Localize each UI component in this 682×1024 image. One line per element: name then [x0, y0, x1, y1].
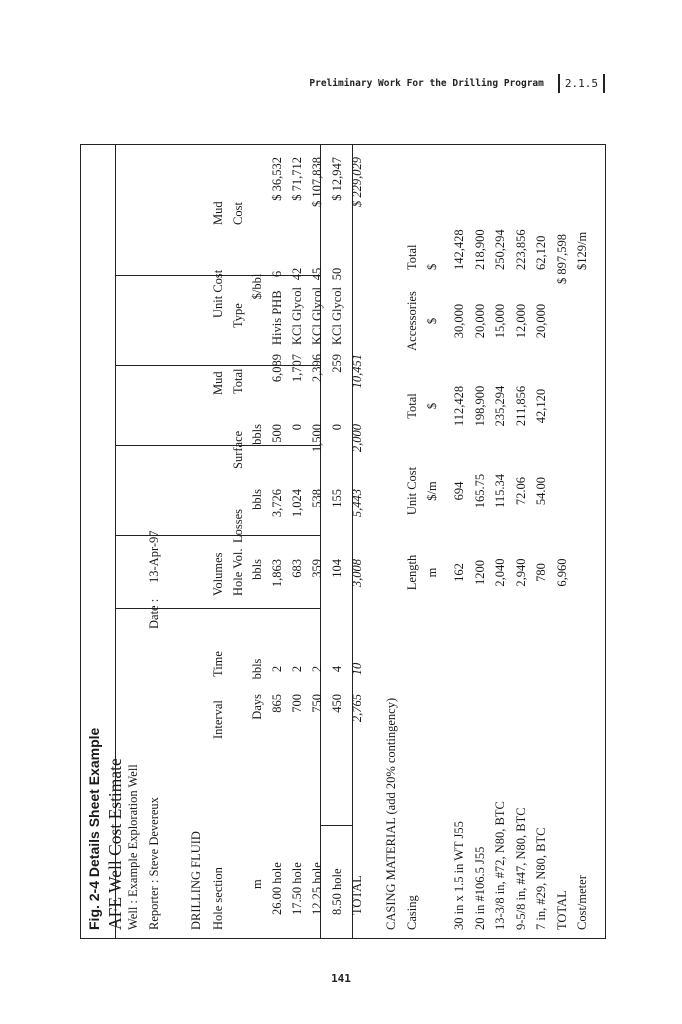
fluid-interval: 750 [310, 694, 324, 713]
casing-total: 235,294 [493, 385, 507, 427]
casing-accessories: 20,000 [473, 303, 487, 339]
casing-accessories: 15,000 [493, 303, 507, 339]
col-casing: Casing [405, 895, 419, 930]
fluid-unit-cost: 50 [330, 267, 344, 281]
fluid-total-label: TOTAL [350, 875, 364, 915]
casing-length: 780 [534, 563, 548, 582]
casing-total-value: $ 897,598 [555, 234, 569, 284]
col-losses: Losses [231, 508, 245, 543]
col-mud-cost: Mud [211, 201, 225, 225]
fluid-total-cost: $ 229,029 [350, 157, 364, 207]
date-value: 13-Apr-97 [147, 530, 161, 583]
col-accessories: Accessories [405, 291, 419, 351]
fluid-surface: 500 [270, 424, 284, 443]
fluid-surface: 0 [290, 424, 304, 431]
unit-losses: bbls [250, 489, 264, 510]
fluid-interval: 700 [290, 694, 304, 713]
running-header-title: Preliminary Work For the Drilling Program [309, 77, 544, 89]
fluid-total-interval: 2,765 [350, 694, 364, 723]
fluid-surface: 0 [330, 424, 344, 431]
unit-total: $ [425, 402, 439, 410]
casing-unit-cost: 72.06 [514, 476, 528, 506]
casing-header-divider [320, 825, 352, 826]
casing-grand-total: 218,900 [473, 229, 487, 270]
cost-per-meter-value: $129/m [575, 231, 589, 270]
casing-total: 42,120 [534, 388, 548, 424]
fluid-losses: 155 [330, 489, 344, 508]
casing-grand-total: 250,294 [493, 229, 507, 270]
col-mud: Mud [211, 371, 225, 395]
casing-length: 162 [452, 563, 466, 582]
col-mud-type: Type [231, 303, 245, 328]
fluid-interval: 450 [330, 694, 344, 713]
fluid-interval: 865 [270, 694, 284, 713]
cost-per-meter-label: Cost/meter [575, 875, 589, 930]
col-grand-total: Total [405, 244, 419, 270]
fluid-mud-type: Hivis PHB [270, 290, 284, 345]
unit-hole: m [250, 879, 264, 889]
fluid-losses: 3,726 [270, 489, 284, 518]
fluid-losses: 538 [310, 489, 324, 508]
casing-col-divider [115, 445, 320, 446]
unit-unit-cost: $/bbl [250, 273, 264, 300]
casing-col-divider [115, 535, 320, 536]
casing-description: 9-5/8 in, #47, N80, BTC [514, 807, 528, 930]
casing-description: 20 in #106.5 J55 [473, 846, 487, 930]
drilling-fluid-title: DRILLING FLUID [189, 831, 203, 930]
fluid-unit-cost: 45 [310, 267, 324, 281]
fluid-hole-vol: 683 [290, 559, 304, 578]
casing-grand-total: 142,428 [452, 229, 466, 270]
fluid-hole: 26.00 hole [270, 862, 284, 915]
fluid-total-hole-vol: 3,008 [350, 559, 364, 588]
col-surface: Surface [231, 430, 245, 469]
col-cost: Cost [231, 202, 245, 225]
casing-total: 198,900 [473, 385, 487, 427]
fluid-total-total: 10,451 [350, 354, 364, 389]
casing-accessories: 12,000 [514, 303, 528, 339]
casing-grand-total: 62,120 [534, 235, 548, 270]
fluid-time: 2 [310, 665, 324, 673]
reporter: Reporter : Steve Devereux [147, 797, 161, 930]
section-number: 2.1.5 [558, 74, 605, 93]
fluid-total-surface: 2,000 [350, 424, 364, 453]
unit-surface: bbls [250, 424, 264, 445]
casing-description: 7 in, #29, N80, BTC [534, 827, 548, 930]
casing-unit-cost: 165.75 [473, 473, 487, 509]
unit-grand-total: $ [425, 263, 439, 270]
fluid-hole: 8.50 hole [330, 868, 344, 915]
fluid-total: 259 [330, 354, 344, 373]
casing-material-title: CASING MATERIAL (add 20% contingency) [384, 697, 398, 930]
fluid-hole-vol: 359 [310, 559, 324, 578]
col-unit-cost: Unit Cost [405, 466, 419, 516]
casing-unit-cost: 115.34 [493, 474, 507, 508]
casing-description: 30 in x 1.5 in WT J55 [452, 821, 466, 930]
fluid-mud-cost: $ 12,947 [330, 157, 344, 201]
fluid-unit-cost: 6 [270, 270, 284, 278]
unit-hole-vol: bbls [250, 559, 264, 580]
casing-grand-total: 223,856 [514, 229, 528, 270]
unit-accessories: $ [425, 317, 439, 325]
casing-total-length: 6,960 [555, 558, 569, 587]
fluid-mud-cost: $ 71,712 [290, 157, 304, 201]
fluid-hole-vol: 1,863 [270, 559, 284, 588]
casing-length: 1200 [473, 560, 487, 585]
col-total: Total [231, 368, 245, 394]
col-unit-cost: Unit Cost [211, 269, 225, 318]
fluid-total: 1,707 [290, 354, 304, 383]
fluid-total-time: 10 [350, 662, 364, 676]
casing-col-divider [115, 608, 320, 609]
casing-unit-cost: 54.00 [534, 476, 548, 506]
sheet-title: AFE Well Cost Estimate [105, 758, 125, 930]
casing-length: 2,940 [514, 558, 528, 587]
col-interval: Interval [211, 700, 225, 739]
fluid-hole: 12.25 hole [310, 862, 324, 915]
casing-total: 112,428 [452, 385, 466, 427]
fluid-time: 4 [330, 665, 344, 673]
fluid-unit-cost: 42 [290, 267, 304, 281]
col-volumes: Volumes [211, 552, 225, 596]
figure-label: Fig. 2-4 Details Sheet Example [86, 727, 102, 930]
fluid-mud-type: KCl Glycol [290, 287, 304, 345]
date-label: Date : [147, 598, 161, 629]
fluid-total-losses: 5,443 [350, 489, 364, 518]
fluid-hole-vol: 104 [330, 559, 344, 578]
unit-unit-cost: $/m [425, 481, 439, 501]
col-time: Time [211, 651, 225, 677]
casing-length: 2,040 [493, 558, 507, 587]
col-length: Length [405, 554, 419, 591]
fluid-mud-cost: $ 107,838 [310, 157, 324, 207]
fluid-mud-cost: $ 36,532 [270, 157, 284, 201]
col-hole-vol: Hole Vol. [231, 548, 245, 596]
unit-time: bbls [250, 658, 264, 680]
well-name: Well : Example Exploration Well [126, 764, 140, 930]
fluid-surface: 1,500 [310, 424, 324, 453]
fluid-losses: 1,024 [290, 489, 304, 518]
fluid-time: 2 [270, 665, 284, 673]
unit-interval: Days [250, 694, 264, 720]
fluid-total: 6,089 [270, 354, 284, 383]
col-hole-section: Hole section [211, 867, 225, 930]
casing-accessories: 20,000 [534, 303, 548, 339]
fluid-mud-type: KCl Glycol [330, 287, 344, 345]
casing-total-label: TOTAL [555, 890, 569, 930]
fluid-mud-type: KCl Glycol [310, 287, 324, 345]
col-total: Total [405, 393, 419, 419]
rotated-figure-area [80, 144, 606, 939]
running-header [309, 71, 605, 95]
casing-total: 211,856 [514, 385, 528, 427]
page-number: 141 [331, 972, 351, 985]
casing-unit-cost: 694 [452, 481, 466, 501]
fluid-time: 2 [290, 665, 304, 673]
fluid-hole: 17.50 hole [290, 862, 304, 915]
unit-length: m [425, 567, 439, 578]
afe-details-sheet [80, 144, 606, 939]
casing-accessories: 30,000 [452, 303, 466, 339]
casing-description: 13-3/8 in, #72, N80, BTC [493, 801, 507, 930]
fluid-total: 2,396 [310, 354, 324, 383]
